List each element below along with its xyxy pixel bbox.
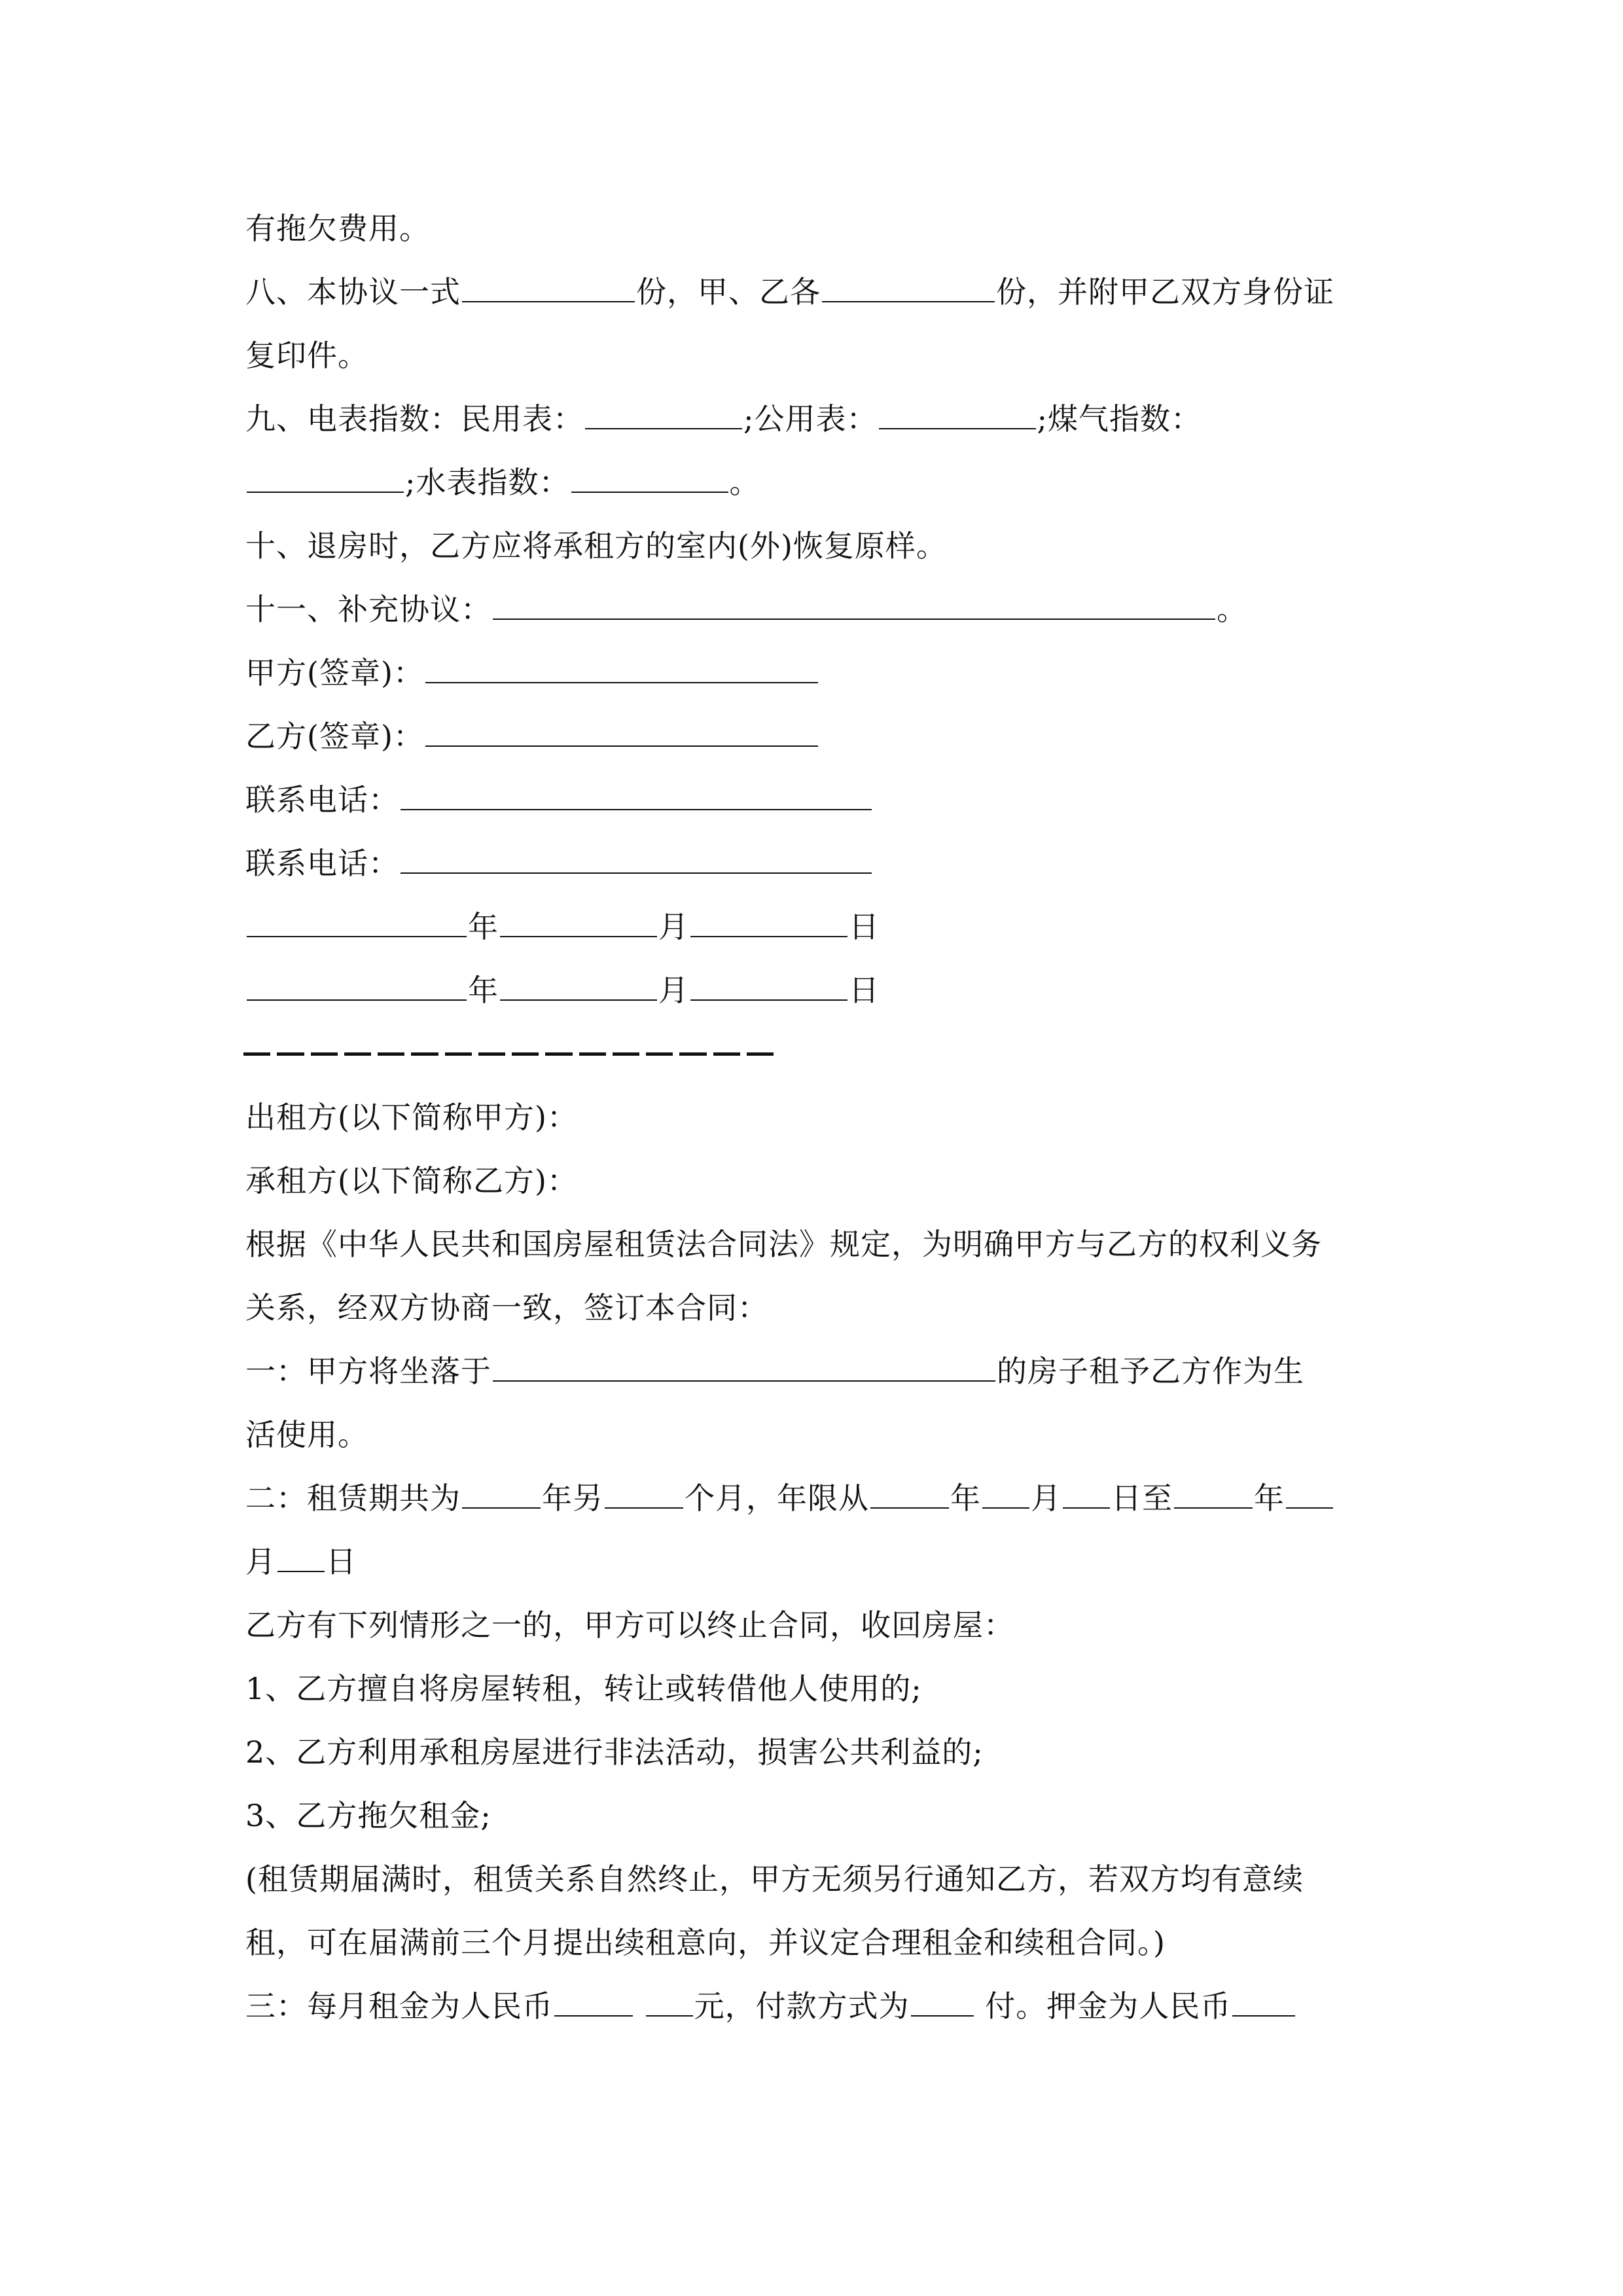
line-text: 九、电表指数：民用表：	[245, 401, 584, 437]
document-line	[245, 844, 1384, 883]
line-text: 十一、补充协议：	[245, 592, 491, 627]
line-text: 日至	[1111, 1480, 1173, 1516]
separator-dash	[512, 1052, 539, 1056]
fill-in-blank[interactable]	[1174, 1479, 1253, 1509]
document-line	[245, 1923, 1384, 1962]
separator-dash	[646, 1052, 673, 1056]
fill-in-blank[interactable]	[462, 1479, 541, 1509]
fill-in-blank[interactable]	[401, 844, 872, 874]
document-line	[245, 907, 1384, 946]
line-text: 2、乙方利用承租房屋进行非法活动，损害公共利益的;	[245, 1734, 984, 1770]
line-text: 复印件。	[245, 338, 368, 373]
separator-dash	[243, 1052, 270, 1056]
fill-in-blank[interactable]	[1232, 1986, 1295, 2017]
document-line	[245, 1225, 1384, 1264]
document-line	[245, 971, 1384, 1010]
line-text: 日	[849, 909, 880, 944]
line-text: 出租方(以下简称甲方)：	[245, 1100, 578, 1135]
document-line	[245, 1098, 1384, 1137]
separator-dash	[344, 1052, 371, 1056]
document-line	[245, 1669, 1384, 1708]
fill-in-blank[interactable]	[1286, 1479, 1333, 1509]
line-text: 有拖欠费用。	[245, 211, 430, 246]
fill-in-blank[interactable]	[822, 272, 995, 302]
document-line	[245, 717, 1384, 756]
separator-dash	[613, 1052, 639, 1056]
separator-dash	[478, 1052, 505, 1056]
line-text: 年另	[542, 1480, 603, 1516]
line-text: 三：每月租金为人民币	[245, 1988, 553, 2024]
line-text: 个月，年限从	[685, 1480, 869, 1516]
fill-in-blank[interactable]	[425, 653, 818, 683]
document-line	[245, 526, 1384, 565]
document-line	[245, 336, 1384, 375]
separator-dash	[679, 1052, 706, 1056]
line-text: 3、乙方拖欠租金;	[245, 1798, 491, 1833]
separator-dash	[411, 1052, 438, 1056]
fill-in-blank[interactable]	[247, 971, 467, 1001]
line-text: 关系，经双方协商一致，签订本合同：	[245, 1290, 768, 1325]
fill-in-blank[interactable]	[911, 1986, 974, 2017]
separator-dash	[445, 1052, 472, 1056]
line-text: 月	[658, 973, 689, 1008]
line-text: 乙方(签章)：	[245, 719, 424, 754]
line-text: 年	[1254, 1480, 1285, 1516]
document-line	[245, 780, 1384, 819]
line-text: 联系电话：	[245, 782, 399, 817]
fill-in-blank[interactable]	[690, 907, 847, 937]
line-text: 年	[950, 1480, 981, 1516]
document-line	[245, 1859, 1384, 1899]
document-line	[245, 209, 1384, 248]
line-text: 。	[729, 465, 760, 500]
fill-in-blank[interactable]	[879, 399, 1036, 429]
document-line	[245, 1732, 1384, 1772]
line-text: ;煤气指数：	[1037, 401, 1202, 437]
fill-in-blank[interactable]	[401, 780, 872, 810]
document-line	[245, 1796, 1384, 1835]
line-text: 联系电话：	[245, 846, 399, 881]
fill-in-blank[interactable]	[1063, 1479, 1110, 1509]
section-separator	[243, 1052, 774, 1056]
line-text: 付。押金为人民币	[974, 1988, 1232, 2024]
line-text: 乙方有下列情形之一的，甲方可以终止合同，收回房屋：	[245, 1607, 1014, 1643]
separator-dash	[747, 1052, 774, 1056]
line-text: (租赁期届满时，租赁关系自然终止，甲方无须另行通知乙方，若双方均有意续	[245, 1861, 1304, 1897]
document-line	[245, 1288, 1384, 1327]
line-text: 月	[245, 1544, 276, 1579]
line-text: 月	[1031, 1480, 1061, 1516]
line-text: 月	[658, 909, 689, 944]
line-text: 二：租赁期共为	[245, 1480, 461, 1516]
line-text: ;公用表：	[743, 401, 878, 437]
fill-in-blank[interactable]	[247, 463, 404, 493]
line-text: 一：甲方将坐落于	[245, 1354, 491, 1389]
document-line	[245, 272, 1384, 312]
line-text: 。	[1217, 592, 1247, 627]
fill-in-blank[interactable]	[247, 907, 467, 937]
line-text: 的房子租予乙方作为生	[997, 1354, 1304, 1389]
fill-in-blank[interactable]	[571, 463, 728, 493]
line-text: 年	[468, 973, 499, 1008]
fill-in-blank[interactable]	[500, 907, 657, 937]
line-text: 十、退房时，乙方应将承租方的室内(外)恢复原样。	[245, 528, 947, 564]
document-line	[245, 590, 1384, 629]
line-text: ;水表指数：	[405, 465, 570, 500]
document-line	[245, 1605, 1384, 1645]
fill-in-blank[interactable]	[493, 590, 1215, 620]
fill-in-blank[interactable]	[870, 1479, 949, 1509]
fill-in-blank[interactable]	[690, 971, 847, 1001]
fill-in-blank[interactable]	[493, 1352, 995, 1382]
separator-dash	[378, 1052, 404, 1056]
document-line	[245, 463, 1384, 502]
separator-dash	[713, 1052, 740, 1056]
separator-dash	[277, 1052, 304, 1056]
line-text: 日	[849, 973, 880, 1008]
document-line	[245, 1986, 1384, 2026]
fill-in-blank[interactable]	[585, 399, 742, 429]
line-text: 根据《中华人民共和国房屋租赁法合同法》规定，为明确甲方与乙方的权利义务	[245, 1227, 1322, 1262]
separator-dash	[545, 1052, 572, 1056]
separator-dash	[311, 1052, 338, 1056]
document-line	[245, 653, 1384, 692]
line-text: 日	[326, 1544, 357, 1579]
line-text: 年	[468, 909, 499, 944]
separator-dash	[579, 1052, 606, 1056]
fill-in-blank[interactable]	[462, 272, 635, 302]
fill-in-blank[interactable]	[605, 1479, 683, 1509]
line-text: 租，可在届满前三个月提出续租意向，并议定合理租金和续租合同。)	[245, 1925, 1166, 1960]
line-text	[634, 1988, 645, 2024]
document-line	[245, 399, 1384, 439]
fill-in-blank[interactable]	[554, 1986, 633, 2017]
line-text: 份，甲、乙各	[636, 274, 821, 310]
line-text: 甲方(签章)：	[245, 655, 424, 691]
line-text: 1、乙方擅自将房屋转租，转让或转借他人使用的;	[245, 1671, 922, 1706]
document-line	[245, 1415, 1384, 1454]
fill-in-blank[interactable]	[982, 1479, 1029, 1509]
document-line	[245, 1542, 1384, 1581]
fill-in-blank[interactable]	[500, 971, 657, 1001]
line-text: 承租方(以下简称乙方)：	[245, 1163, 578, 1198]
line-text: 份，并附甲乙双方身份证	[996, 274, 1334, 310]
line-text: 八、本协议一式	[245, 274, 461, 310]
fill-in-blank[interactable]	[277, 1542, 325, 1572]
document-line	[245, 1479, 1384, 1518]
document-line	[245, 1352, 1384, 1391]
line-text: 活使用。	[245, 1417, 368, 1452]
fill-in-blank[interactable]	[425, 717, 818, 747]
fill-in-blank[interactable]	[646, 1986, 693, 2017]
line-text: 元，付款方式为	[694, 1988, 910, 2024]
document-line	[245, 1161, 1384, 1200]
